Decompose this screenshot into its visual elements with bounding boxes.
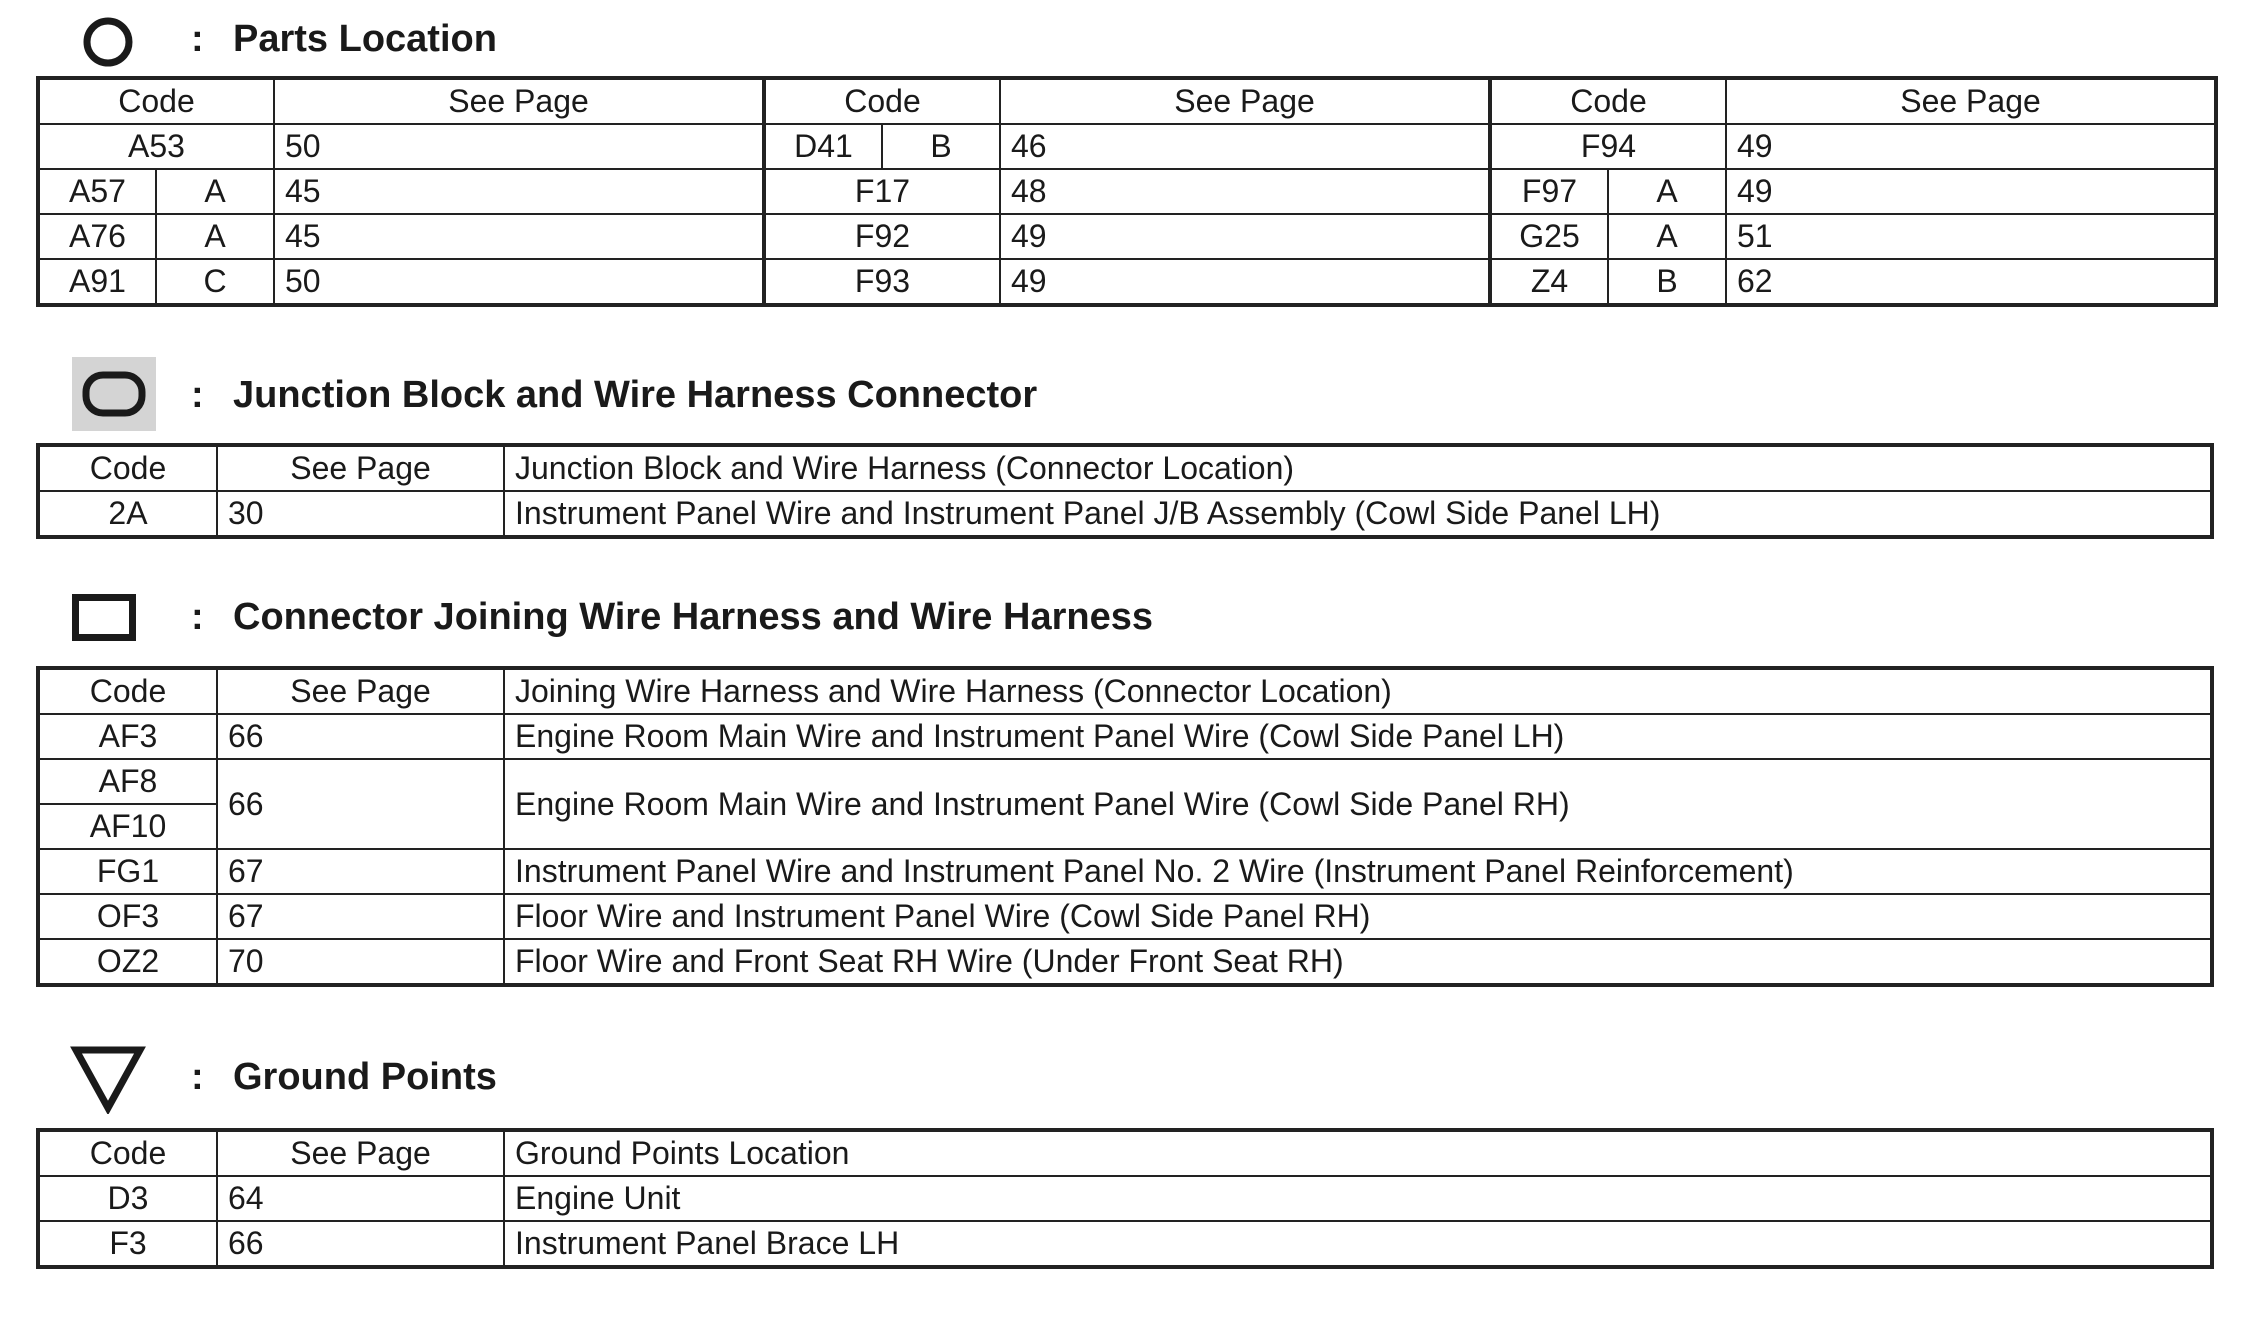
page-cell: 49 <box>1726 169 2216 214</box>
section-colon: : <box>191 18 204 60</box>
code-cell: D3 <box>38 1176 217 1221</box>
code-cell: AF10 <box>38 804 217 849</box>
page-cell: 50 <box>274 124 764 169</box>
description-cell: Instrument Panel Brace LH <box>504 1221 2212 1267</box>
table-row <box>38 1176 2212 1221</box>
junction-block-table <box>36 443 2214 539</box>
page-cell: 49 <box>1000 259 1490 305</box>
code-cell: A53 <box>38 124 274 169</box>
table-header-row <box>38 668 2212 714</box>
table-row <box>38 214 2216 259</box>
description-cell: Engine Room Main Wire and Instrument Panel Wire (Cowl Side Panel RH) <box>504 759 2212 849</box>
section-colon: : <box>191 1056 204 1098</box>
table-header-row <box>38 445 2212 491</box>
page-cell: 66 <box>217 1221 504 1267</box>
column-header-see-page: See Page <box>1000 78 1490 124</box>
section-title: Ground Points <box>233 1056 497 1098</box>
description-cell: Engine Unit <box>504 1176 2212 1221</box>
code-cell: OZ2 <box>38 939 217 985</box>
description-cell: Instrument Panel Wire and Instrument Panel J/B Assembly (Cowl Side Panel LH) <box>504 491 2212 537</box>
junction-block-header <box>0 360 2256 430</box>
page-cell: 49 <box>1000 214 1490 259</box>
table-row <box>38 1221 2212 1267</box>
table-row <box>38 894 2212 939</box>
section-title: Junction Block and Wire Harness Connector <box>233 374 1038 416</box>
parts-location-header <box>0 4 2256 74</box>
column-header-description: Junction Block and Wire Harness (Connector Location) <box>504 445 2212 491</box>
column-header-description: Ground Points Location <box>504 1130 2212 1176</box>
page-cell: 64 <box>217 1176 504 1221</box>
code-cell: A91 <box>38 259 156 305</box>
table-row <box>38 491 2212 537</box>
code-cell: FG1 <box>38 849 217 894</box>
sub-code-cell: A <box>156 169 274 214</box>
page-cell: 45 <box>274 214 764 259</box>
code-cell: AF8 <box>38 759 217 804</box>
page-cell: 30 <box>217 491 504 537</box>
sub-code-cell: C <box>156 259 274 305</box>
table-row <box>38 714 2212 759</box>
column-header-see-page: See Page <box>217 1130 504 1176</box>
page-cell: 62 <box>1726 259 2216 305</box>
section-title: Parts Location <box>233 18 497 60</box>
page-cell: 45 <box>274 169 764 214</box>
code-cell: AF3 <box>38 714 217 759</box>
page-cell: 67 <box>217 849 504 894</box>
page-cell: 48 <box>1000 169 1490 214</box>
description-cell: Floor Wire and Instrument Panel Wire (Cowl Side Panel RH) <box>504 894 2212 939</box>
page-cell: 46 <box>1000 124 1490 169</box>
sub-code-cell: B <box>882 124 1000 169</box>
code-cell: F97 <box>1490 169 1608 214</box>
code-cell: G25 <box>1490 214 1608 259</box>
code-cell: F94 <box>1490 124 1726 169</box>
ground-points-table <box>36 1128 2214 1269</box>
code-cell: F17 <box>764 169 1000 214</box>
table-row <box>38 939 2212 985</box>
code-cell: A57 <box>38 169 156 214</box>
code-cell: A76 <box>38 214 156 259</box>
page-cell: 67 <box>217 894 504 939</box>
column-header-see-page: See Page <box>217 668 504 714</box>
connector-joining-table <box>36 666 2214 987</box>
code-cell: Z4 <box>1490 259 1608 305</box>
section-colon: : <box>191 596 204 638</box>
code-cell: F93 <box>764 259 1000 305</box>
table-row <box>38 849 2212 894</box>
page-cell: 51 <box>1726 214 2216 259</box>
description-cell: Engine Room Main Wire and Instrument Panel Wire (Cowl Side Panel LH) <box>504 714 2212 759</box>
column-header-see-page: See Page <box>274 78 764 124</box>
sub-code-cell: A <box>156 214 274 259</box>
description-cell: Floor Wire and Front Seat RH Wire (Under Front Seat RH) <box>504 939 2212 985</box>
sub-code-cell: A <box>1608 169 1726 214</box>
column-header-code: Code <box>38 78 274 124</box>
column-header-see-page: See Page <box>217 445 504 491</box>
column-header-see-page: See Page <box>1726 78 2216 124</box>
sub-code-cell: B <box>1608 259 1726 305</box>
circle-icon <box>80 14 136 70</box>
column-header-code: Code <box>764 78 1000 124</box>
column-header-code: Code <box>1490 78 1726 124</box>
code-cell: 2A <box>38 491 217 537</box>
page-cell: 70 <box>217 939 504 985</box>
section-colon: : <box>191 374 204 416</box>
table-header-row <box>38 78 2216 124</box>
table-header-row <box>38 1130 2212 1176</box>
parts-location-table <box>36 76 2218 307</box>
table-row <box>38 124 2216 169</box>
rounded-rect-icon <box>72 357 156 431</box>
page-cell: 66 <box>217 714 504 759</box>
table-row <box>38 759 2212 804</box>
description-cell: Instrument Panel Wire and Instrument Panel No. 2 Wire (Instrument Panel Reinforcement) <box>504 849 2212 894</box>
page-cell: 50 <box>274 259 764 305</box>
ground-triangle-icon <box>70 1044 146 1114</box>
code-cell: OF3 <box>38 894 217 939</box>
column-header-description: Joining Wire Harness and Wire Harness (Connector Location) <box>504 668 2212 714</box>
section-title: Connector Joining Wire Harness and Wire Harness <box>233 596 1153 638</box>
column-header-code: Code <box>38 1130 217 1176</box>
code-cell: F3 <box>38 1221 217 1267</box>
page-cell: 49 <box>1726 124 2216 169</box>
column-header-code: Code <box>38 445 217 491</box>
table-row <box>38 259 2216 305</box>
column-header-code: Code <box>38 668 217 714</box>
code-cell: F92 <box>764 214 1000 259</box>
ground-points-header <box>0 1042 2256 1112</box>
code-cell: D41 <box>764 124 882 169</box>
table-row <box>38 169 2216 214</box>
rectangle-icon <box>72 594 136 642</box>
connector-joining-header <box>0 582 2256 652</box>
page-cell: 66 <box>217 759 504 849</box>
sub-code-cell: A <box>1608 214 1726 259</box>
